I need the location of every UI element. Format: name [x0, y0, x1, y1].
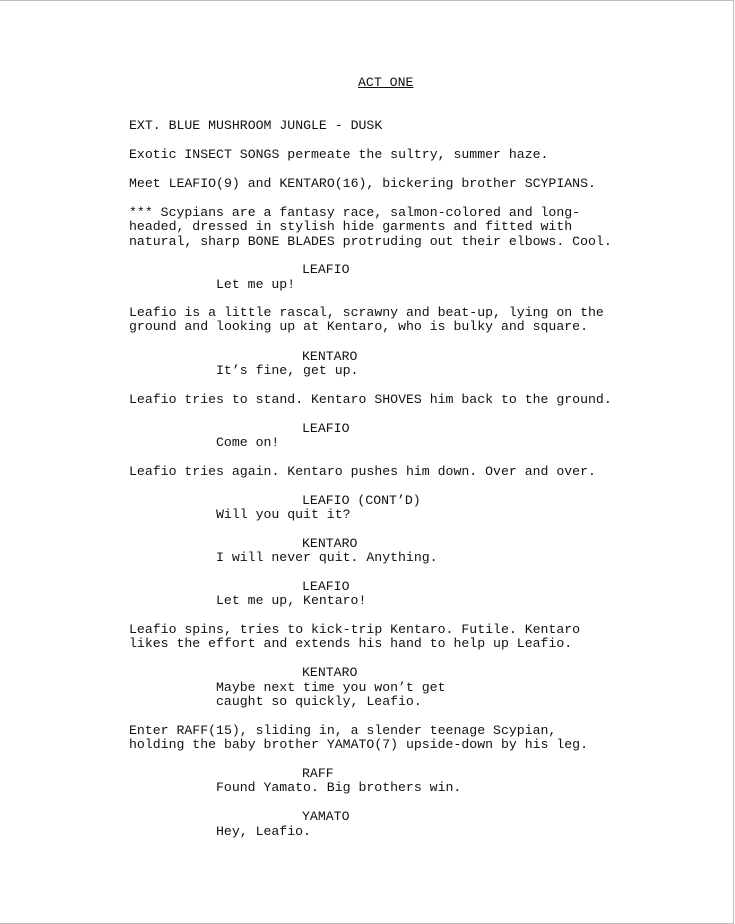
dialogue-line: Found Yamato. Big brothers win. — [216, 780, 462, 795]
character-cue: LEAFIO — [302, 262, 350, 277]
action-paragraph: Leafio is a little rascal, scrawny and beat-up, lying on the ground and looking up at Kentaro, who is bulky and square. — [129, 305, 604, 335]
character-cue: KENTARO — [302, 349, 358, 364]
character-cue: LEAFIO (CONT’D) — [302, 493, 421, 508]
act-title: ACT ONE — [358, 75, 414, 90]
character-cue: YAMATO — [302, 809, 350, 824]
action-paragraph: *** Scypians are a fantasy race, salmon-colored and long- headed, dressed in stylish hide garments and fitted with natural, sharp BONE BLADES protruding out their elbows. Cool. — [129, 205, 612, 249]
dialogue-line: It’s fine, get up. — [216, 363, 359, 378]
scene-heading: EXT. BLUE MUSHROOM JUNGLE - DUSK — [129, 118, 383, 133]
dialogue-line: Let me up! — [216, 277, 296, 292]
action-line: Leafio tries to stand. Kentaro SHOVES him back to the ground. — [129, 392, 612, 407]
action-line: Leafio tries again. Kentaro pushes him down. Over and over. — [129, 464, 596, 479]
action-paragraph: Leafio spins, tries to kick-trip Kentaro. Futile. Kentaro likes the effort and extends his hand to help up Leafio. — [129, 622, 581, 652]
character-cue: LEAFIO — [302, 579, 350, 594]
dialogue-line: Maybe next time you won’t get caught so quickly, Leafio. — [216, 680, 446, 710]
action-line: Meet LEAFIO(9) and KENTARO(16), bickering brother SCYPIANS. — [129, 176, 596, 191]
dialogue-line: Come on! — [216, 435, 280, 450]
dialogue-line: I will never quit. Anything. — [216, 550, 438, 565]
character-cue: KENTARO — [302, 536, 358, 551]
dialogue-line: Will you quit it? — [216, 507, 351, 522]
character-cue: LEAFIO — [302, 421, 350, 436]
dialogue-line: Hey, Leafio. — [216, 824, 311, 839]
character-cue: KENTARO — [302, 665, 358, 680]
action-paragraph: Enter RAFF(15), sliding in, a slender teenage Scypian, holding the baby brother YAMATO(7) upside-down by his leg. — [129, 723, 588, 753]
action-line: Exotic INSECT SONGS permeate the sultry, summer haze. — [129, 147, 549, 162]
character-cue: RAFF — [302, 766, 334, 781]
dialogue-line: Let me up, Kentaro! — [216, 593, 367, 608]
